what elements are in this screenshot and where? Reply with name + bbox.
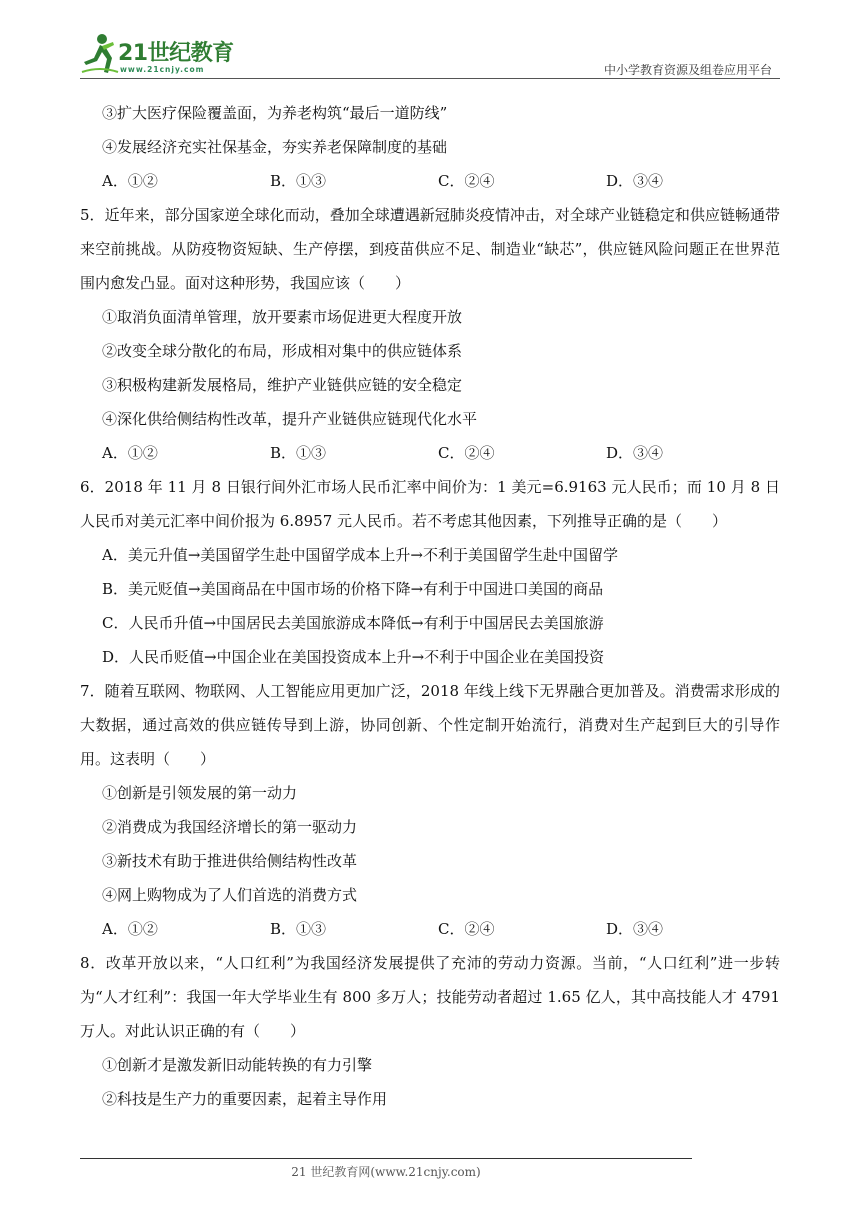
site-logo — [80, 32, 255, 78]
question-content — [80, 96, 780, 1116]
q4-choice-c: C．②④ — [438, 172, 495, 190]
q6-choice-c: C．人民币升值→中国居民去美国旅游成本降低→有利于中国居民去美国旅游 — [102, 614, 604, 632]
q4-choice-b: B．①③ — [270, 172, 327, 190]
q5-option-3: ③积极构建新发展格局，维护产业链供应链的安全稳定 — [102, 376, 463, 394]
q5-option-1: ①取消负面清单管理，放开要素市场促进更大程度开放 — [102, 308, 463, 326]
q7-option-1: ①创新是引领发展的第一动力 — [102, 784, 298, 802]
q4-choice-d: D．③④ — [606, 172, 664, 190]
q5-choice-d: D．③④ — [606, 444, 664, 462]
q7-choice-a: A．①② — [102, 920, 158, 938]
q6-stem: 6．2018 年 11 月 8 日银行间外汇市场人民币汇率中间价为：1 美元=6.9163 元人民币；而 10 月 8 日人民币对美元汇率中间价报为 6.8957 元人民币。若不考虑其他因素，下列推导正确的是（ ） — [80, 478, 780, 530]
q8-option-2: ②科技是生产力的重要因素，起着主导作用 — [102, 1090, 388, 1108]
runner-logo-icon — [80, 32, 120, 76]
q5-choices — [80, 436, 780, 470]
logo-url: www.21cnjy.com — [120, 65, 205, 74]
page-header — [80, 28, 780, 80]
page-footer: 21 世纪教育网(www.21cnjy.com) — [291, 1165, 481, 1179]
q7-choice-b: B．①③ — [270, 920, 327, 938]
q7-choice-c: C．②④ — [438, 920, 495, 938]
q5-stem: 5．近年来，部分国家逆全球化而动，叠加全球遭遇新冠肺炎疫情冲击，对全球产业链稳定和供应链畅通带来空前挑战。从防疫物资短缺、生产停摆，到疫苗供应不足、制造业“缺芯”，供应链风险问题正在世界范围内愈发凸显。面对这种形势，我国应该（ ） — [80, 206, 780, 292]
q4-choices — [80, 164, 780, 198]
q6-choice-a: A．美元升值→美国留学生赴中国留学成本上升→不利于美国留学生赴中国留学 — [102, 546, 618, 564]
q4-choice-a: A．①② — [102, 172, 158, 190]
q7-option-2: ②消费成为我国经济增长的第一驱动力 — [102, 818, 358, 836]
q5-choice-c: C．②④ — [438, 444, 495, 462]
q4-option-4: ④发展经济充实社保基金，夯实养老保障制度的基础 — [102, 138, 448, 156]
q5-choice-a: A．①② — [102, 444, 158, 462]
q7-stem: 7．随着互联网、物联网、人工智能应用更加广泛，2018 年线上线下无界融合更加普及。消费需求形成的大数据，通过高效的供应链传导到上游，协同创新、个性定制开始流行，消费对生产起到巨大的引导作用。这表明（ ） — [80, 682, 780, 768]
q8-option-1: ①创新才是激发新旧动能转换的有力引擎 — [102, 1056, 373, 1074]
q7-option-3: ③新技术有助于推进供给侧结构性改革 — [102, 852, 358, 870]
q5-choice-b: B．①③ — [270, 444, 327, 462]
platform-title: 中小学教育资源及组卷应用平台 — [603, 63, 772, 77]
q4-option-3: ③扩大医疗保险覆盖面，为养老构筑“最后一道防线” — [102, 104, 448, 122]
q7-choice-d: D．③④ — [606, 920, 664, 938]
header-divider — [80, 78, 780, 79]
logo-text: 21世纪教育 — [118, 41, 234, 66]
footer-divider — [80, 1158, 692, 1159]
q8-stem: 8．改革开放以来，“人口红利”为我国经济发展提供了充沛的劳动力资源。当前，“人口红利”进一步转为“人才红利”：我国一年大学毕业生有 800 多万人；技能劳动者超过 1.65 亿人，其中高技能人才 4791 万人。对此认识正确的有（ ） — [80, 954, 780, 1040]
q7-choices — [80, 912, 780, 946]
q7-option-4: ④网上购物成为了人们首选的消费方式 — [102, 886, 358, 904]
q5-option-2: ②改变全球分散化的布局，形成相对集中的供应链体系 — [102, 342, 463, 360]
q6-choice-d: D．人民币贬值→中国企业在美国投资成本上升→不利于中国企业在美国投资 — [102, 648, 605, 666]
q5-option-4: ④深化供给侧结构性改革，提升产业链供应链现代化水平 — [102, 410, 478, 428]
q6-choice-b: B．美元贬值→美国商品在中国市场的价格下降→有利于中国进口美国的商品 — [102, 580, 604, 598]
